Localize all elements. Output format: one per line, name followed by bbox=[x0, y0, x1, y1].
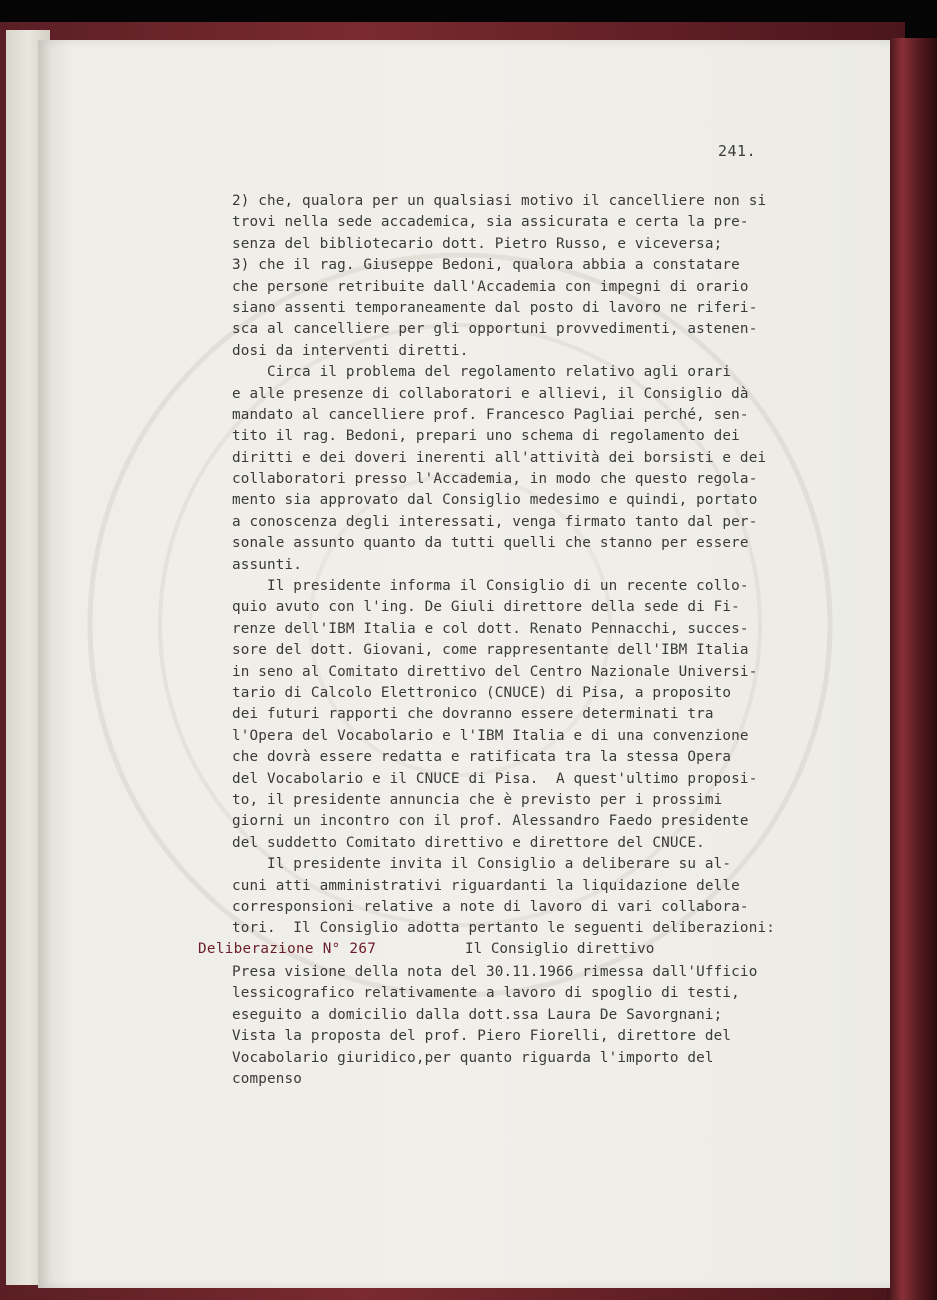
text-line: senza del bibliotecario dott. Pietro Russo, e viceversa; bbox=[232, 235, 723, 252]
text-line: del Vocabolario e il CNUCE di Pisa. A quest'ultimo proposi- bbox=[232, 770, 758, 787]
page-number: 241. bbox=[718, 142, 757, 160]
text-line: tori. Il Consiglio adotta pertanto le seguenti deliberazioni: bbox=[232, 920, 775, 937]
text-line: corresponsioni relative a note di lavoro di vari collabora- bbox=[232, 898, 749, 915]
text-line: collaboratori presso l'Accademia, in modo che questo regola- bbox=[232, 471, 758, 488]
deliberation-line: Vocabolario giuridico,per quanto riguarda l'importo del bbox=[232, 1049, 714, 1066]
text-line: a conoscenza degli interessati, venga firmato tanto dal per- bbox=[232, 513, 758, 530]
ledger-edge bbox=[887, 38, 937, 1300]
deliberation-line: Vista la proposta del prof. Piero Fiorelli, direttore del bbox=[232, 1028, 732, 1045]
text-line: dei futuri rapporti che dovranno essere determinati tra bbox=[232, 706, 714, 723]
text-line: assunti. bbox=[232, 556, 303, 573]
text-line: che persone retribuite dall'Accademia con impegni di orario bbox=[232, 278, 749, 295]
text-line: dosi da interventi diretti. bbox=[232, 342, 469, 359]
text-line: 2) che, qualora per un qualsiasi motivo il cancelliere non si bbox=[232, 193, 767, 209]
text-line: mandato al cancelliere prof. Francesco Pagliai perché, sen- bbox=[232, 406, 749, 423]
text-line: renze dell'IBM Italia e col dott. Renato Pennacchi, succes- bbox=[232, 620, 749, 637]
text-line: Il presidente informa il Consiglio di un recente collo- bbox=[232, 578, 749, 595]
text-line: sore del dott. Giovani, come rappresentante dell'IBM Italia bbox=[232, 642, 749, 659]
text-line: cuni atti amministrativi riguardanti la liquidazione delle bbox=[232, 877, 740, 894]
text-line: che dovrà essere redatta e ratificata tra la stessa Opera bbox=[232, 749, 732, 766]
text-line: Il presidente invita il Consiglio a deliberare su al- bbox=[232, 856, 732, 873]
deliberation-label: Deliberazione N° 267 bbox=[198, 941, 377, 957]
text-line: 3) che il rag. Giuseppe Bedoni, qualora abbia a constatare bbox=[232, 257, 740, 274]
text-line: sonale assunto quanto da tutti quelli che stanno per essere bbox=[232, 535, 749, 552]
text-line: in seno al Comitato direttivo del Centro Nazionale Universi- bbox=[232, 663, 758, 680]
text-line: tito il rag. Bedoni, prepari uno schema di regolamento dei bbox=[232, 428, 740, 445]
text-line: tario di Calcolo Elettronico (CNUCE) di Pisa, a proposito bbox=[232, 684, 732, 701]
text-line: mento sia approvato dal Consiglio medesimo e quindi, portato bbox=[232, 492, 758, 509]
deliberation-line: lessicografico relativamente a lavoro di spoglio di testi, bbox=[232, 985, 740, 1002]
text-line: diritti e dei doveri inerenti all'attività dei borsisti e dei bbox=[232, 449, 767, 466]
text-line: giorni un incontro con il prof. Alessandro Faedo presidente bbox=[232, 813, 749, 830]
deliberation-line: compenso bbox=[232, 1070, 303, 1087]
text-line: e alle presenze di collaboratori e allievi, il Consiglio dà bbox=[232, 385, 749, 402]
deliberation-body bbox=[232, 962, 812, 1090]
text-line: quio avuto con l'ing. De Giuli direttore della sede di Fi- bbox=[232, 599, 740, 616]
text-line: siano assenti temporaneamente dal posto di lavoro ne riferi- bbox=[232, 299, 758, 316]
body-text bbox=[232, 191, 792, 940]
deliberation-heading: Il Consiglio direttivo bbox=[465, 941, 655, 957]
text-line: l'Opera del Vocabolario e l'IBM Italia e di una convenzione bbox=[232, 727, 749, 744]
deliberation-line: Presa visione della nota del 30.11.1966 rimessa dall'Ufficio bbox=[232, 964, 758, 980]
text-line: del suddetto Comitato direttivo e direttore del CNUCE. bbox=[232, 834, 705, 851]
text-line: trovi nella sede accademica, sia assicurata e certa la pre- bbox=[232, 214, 749, 231]
text-line: Circa il problema del regolamento relativo agli orari bbox=[232, 364, 732, 381]
text-line: sca al cancelliere per gli opportuni provvedimenti, astenen- bbox=[232, 321, 758, 338]
text-line: to, il presidente annuncia che è previsto per i prossimi bbox=[232, 791, 723, 808]
deliberation-line: eseguito a domicilio dalla dott.ssa Laura De Savorgnani; bbox=[232, 1006, 723, 1023]
